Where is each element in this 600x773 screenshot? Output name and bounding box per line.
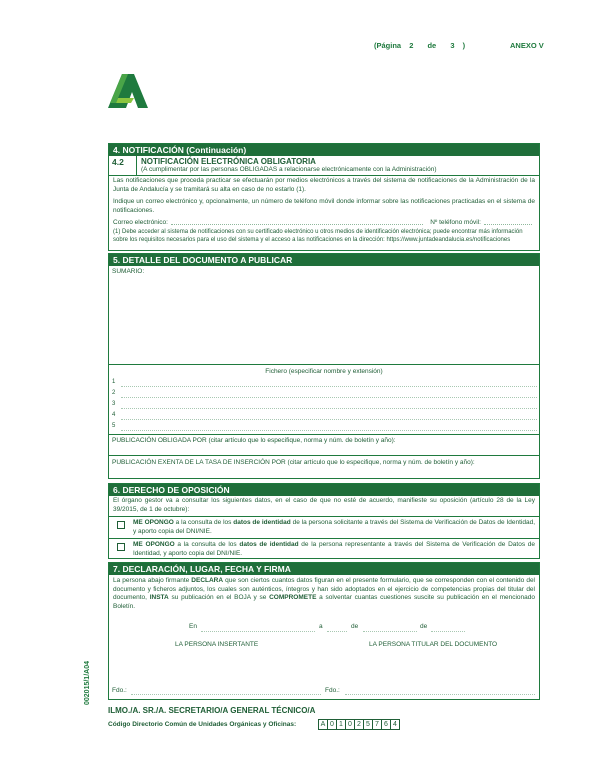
- signer-inserting-person: LA PERSONA INSERTANTE: [175, 641, 259, 648]
- place-field[interactable]: [201, 631, 315, 632]
- page-number: 2: [409, 41, 414, 50]
- file-line-number: 4: [112, 412, 116, 418]
- year-label: de: [420, 623, 428, 630]
- oppose-keyword: ME OPONGO: [133, 519, 174, 526]
- file-line-number: 5: [112, 423, 116, 429]
- subsection-title: NOTIFICACIÓN ELECTRÓNICA OBLIGATORIA: [141, 157, 316, 166]
- file-line-number: 3: [112, 401, 116, 407]
- notification-paragraph-2: Indique un correo electrónico y, opcionalmente, un número de teléfono móvil donde informar sobre las notificaciones practicadas en el sistema de notificaciones.: [113, 198, 535, 214]
- opposition-text-part: a la consulta de los: [173, 519, 234, 526]
- fee-exempt-label: PUBLICACIÓN EXENTA DE LA TASA DE INSERCIÓN POR (citar artículo que lo especifique, norma y núm. de boletín y año):: [112, 459, 475, 466]
- oppose-keyword: ME OPONGO: [133, 541, 175, 548]
- file-field-2[interactable]: [121, 397, 537, 398]
- file-field-1[interactable]: [121, 386, 537, 387]
- section-document-detail: [108, 253, 540, 479]
- file-field-5[interactable]: [121, 430, 537, 431]
- declaration-text: [109, 575, 539, 612]
- oppose-applicant-checkbox[interactable]: [117, 521, 125, 529]
- identity-data-keyword: datos de identidad: [239, 541, 299, 548]
- signer-document-holder: LA PERSONA TITULAR DEL DOCUMENTO: [369, 641, 498, 648]
- opposition-option-representative: [109, 538, 539, 560]
- file-line-number: 2: [112, 390, 116, 396]
- signature-name-label: Fdo.:: [325, 687, 340, 694]
- urges-keyword: INSTA: [149, 594, 169, 601]
- section-notification: [108, 143, 540, 251]
- subsection-4-2: [109, 156, 539, 176]
- section-declaration: [108, 562, 540, 700]
- file-field-3[interactable]: [121, 408, 537, 409]
- file-field-4[interactable]: [121, 419, 537, 420]
- divider: [109, 434, 539, 435]
- section-5-title: 5. DETALLE DEL DOCUMENTO A PUBLICAR: [109, 254, 539, 266]
- declaration-part: su publicación en el BOJA y se: [168, 594, 270, 601]
- notification-footnote: (1) Debe acceder al sistema de notificaciones con su certificado electrónico u otros medios de identificación electrónica; puede encontrar más información sobre los requisitos necesarios para el uso del sistema y el acceso a las notificaciones en la dirección: https://www.juntadeandalucia.es/notificaciones: [113, 229, 523, 243]
- month-field[interactable]: [363, 631, 417, 632]
- section-6-title: 6. DERECHO DE OPOSICIÓN: [109, 484, 539, 496]
- declaration-part: que son ciertos cuantos datos figuran en el presente formulario, que se corresponden con el contenido del documento y ficheros adjuntos, los cuales son auténticos, íntegros y han sido adoptados en el ejercicio de competencias propias del titular del documento,: [113, 577, 535, 601]
- section-opposition-right: [108, 483, 540, 559]
- opposition-text-part: de la persona solicitante a través del Sistema de Verificación de Datos de Identidad, y aporto copia del DNI/NIE.: [133, 519, 536, 535]
- opposition-option-text: [133, 519, 535, 536]
- page-label: (Página: [374, 41, 402, 50]
- junta-andalucia-logo: [108, 72, 148, 108]
- opposition-text-part: de la persona representante a través del Sistema de Verificación de Datos de Identidad, y aporto copia del DNI/NIE.: [133, 541, 536, 557]
- subsection-subtitle: (A cumplimentar por las personas OBLIGADAS a relacionarse electrónicamente con la Administración): [141, 166, 437, 173]
- commits-keyword: COMPROMETE: [269, 594, 317, 601]
- opposition-option-applicant: [109, 516, 539, 538]
- opposition-text-part: a la consulta de los: [174, 541, 240, 548]
- phone-field[interactable]: [484, 219, 532, 225]
- declares-keyword: DECLARA: [191, 577, 224, 584]
- code-char: A: [318, 719, 328, 730]
- declaration-part: a solventar cuantas cuestiones suscite su publicación en el mencionado Boletín.: [113, 594, 535, 610]
- addressee: ILMO./A. SR./A. SECRETARIO/A GENERAL TÉCNICO/A: [108, 706, 316, 715]
- file-line-number: 1: [112, 379, 116, 385]
- annex-label: ANEXO V: [510, 41, 544, 50]
- signature-name-field-2[interactable]: [345, 694, 535, 695]
- summary-label: SUMARIO:: [112, 268, 145, 275]
- day-label: a: [319, 623, 323, 630]
- subsection-heading: [137, 156, 441, 175]
- email-label: Correo electrónico:: [113, 219, 168, 226]
- code-char: 0: [327, 719, 337, 730]
- obligated-by-field[interactable]: [109, 455, 539, 456]
- page-close: ): [462, 41, 466, 50]
- section-7-title: 7. DECLARACIÓN, LUGAR, FECHA Y FIRMA: [109, 563, 539, 575]
- opposition-option-text: [133, 541, 535, 558]
- notification-paragraph-1: Las notificaciones que proceda practicar se efectuarán por medios electrónicos a través del sistema de notificaciones de la Administración de la Junta de Andalucía y se tramitará su alta en caso de no estarlo (1).: [113, 177, 535, 193]
- code-char: 2: [354, 719, 364, 730]
- subsection-number: 4.2: [109, 156, 137, 175]
- day-field[interactable]: [327, 631, 347, 632]
- place-label: En: [189, 623, 197, 630]
- section-4-title: 4. NOTIFICACIÓN (Continuación): [109, 144, 539, 156]
- directory-code: [318, 719, 399, 730]
- file-label: Fichero (especificar nombre y extensión): [265, 368, 383, 375]
- code-char: 1: [336, 719, 346, 730]
- page-total: 3: [450, 41, 455, 50]
- code-char: 5: [363, 719, 373, 730]
- code-char: 0: [345, 719, 355, 730]
- form-code: 002015/1/A04: [84, 661, 91, 705]
- declaration-part: La persona abajo firmante: [113, 577, 192, 584]
- code-char: 6: [381, 719, 391, 730]
- signature-name-label: Fdo.:: [112, 687, 127, 694]
- month-label: de: [351, 623, 359, 630]
- opposition-intro: El órgano gestor va a consultar los siguientes datos, en el caso de que no esté de acuerdo, manifieste su oposición (artículo 28 de la Ley 39/2015, de 1 de octubre):: [113, 497, 535, 513]
- page-indicator: [374, 41, 465, 50]
- summary-field[interactable]: [109, 267, 539, 365]
- signature-name-field-1[interactable]: [131, 694, 321, 695]
- year-field[interactable]: [431, 631, 465, 632]
- contact-fields: [109, 216, 539, 226]
- email-field[interactable]: [171, 219, 423, 225]
- code-char: 4: [390, 719, 400, 730]
- phone-label: Nº teléfono móvil:: [430, 219, 481, 226]
- code-char: 7: [372, 719, 382, 730]
- page-of: de: [427, 41, 437, 50]
- directory-code-label: Código Directorio Común de Unidades Orgánicas y Oficinas:: [108, 721, 297, 728]
- obligated-by-label: PUBLICACIÓN OBLIGADA POR (citar artículo que lo especifique, norma y núm. de boletín y año):: [112, 437, 396, 444]
- oppose-representative-checkbox[interactable]: [117, 543, 125, 551]
- identity-data-keyword: datos de identidad: [233, 519, 291, 526]
